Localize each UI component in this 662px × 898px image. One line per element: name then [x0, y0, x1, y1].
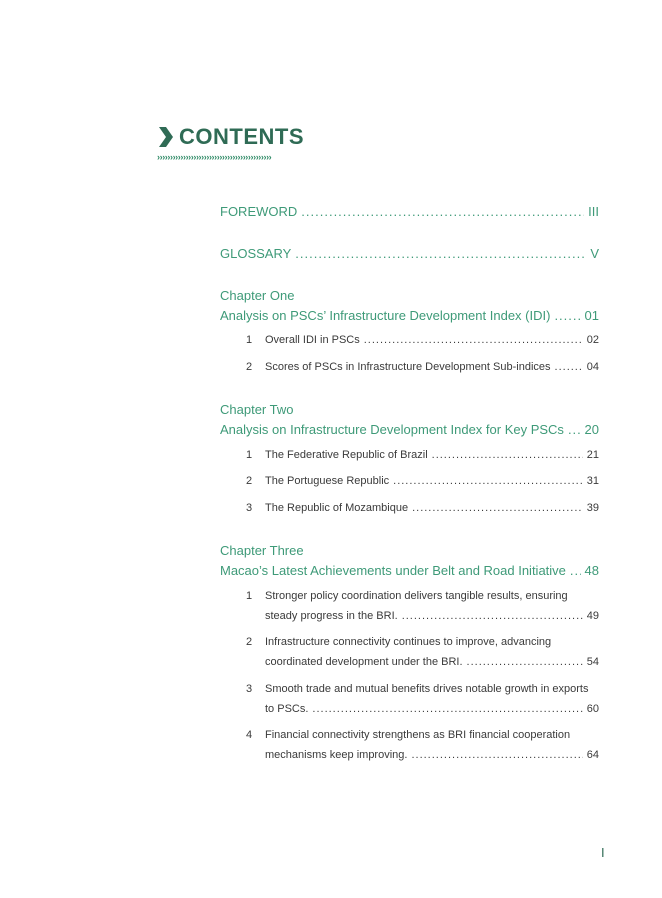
leader-dots [312, 703, 582, 715]
chevron-right-icon [157, 125, 175, 149]
toc-subentry-number: 2 [246, 361, 253, 373]
chapter-label: Chapter One [220, 288, 295, 303]
toc-subentry-page: 21 [586, 449, 599, 461]
leader-dots [467, 656, 583, 668]
toc-subentry-page: 54 [586, 656, 599, 668]
toc-subentry[interactable] [246, 475, 599, 487]
toc-entry-page: 20 [584, 422, 599, 437]
chapter-label: Chapter Three [220, 543, 304, 558]
toc-entry-page: 48 [584, 563, 599, 578]
leader-dots [554, 308, 580, 323]
toc-subentry-number: 3 [246, 502, 253, 514]
toc-subentry[interactable] [246, 361, 599, 373]
page-title: CONTENTS [179, 124, 304, 149]
leader-dots [411, 749, 582, 761]
toc-subentry-title: The Portuguese Republic [265, 475, 390, 487]
toc-entry-title: Analysis on Infrastructure Development Index for Key PSCs [220, 422, 564, 437]
toc-subentry[interactable] [246, 502, 599, 514]
leader-dots [412, 502, 583, 514]
toc-entry-page: V [590, 246, 599, 261]
toc-subentry-title: The Federative Republic of Brazil [265, 449, 428, 461]
toc-subentry-page: 02 [586, 334, 599, 346]
toc-subentry-page: 39 [586, 502, 599, 514]
toc-subentry-title-line2: steady progress in the BRI. [265, 610, 398, 622]
toc-subentry-title-line1: Smooth trade and mutual benefits drives notable growth in exports [265, 683, 589, 695]
chapter-label: Chapter Two [220, 402, 294, 417]
toc-entry-title: GLOSSARY [220, 246, 292, 261]
leader-dots [568, 422, 581, 437]
toc-subentry-title-line1: Financial connectivity strengthens as BRI financial cooperation [265, 729, 571, 741]
toc-subentry-title: The Republic of Mozambique [265, 502, 409, 514]
toc-subentry-title: Overall IDI in PSCs [265, 334, 360, 346]
leader-dots [402, 610, 583, 622]
toc-entry-chapter[interactable] [220, 563, 599, 578]
toc-entry-foreword[interactable] [220, 204, 599, 219]
toc-subentry-title-line2: coordinated development under the BRI. [265, 656, 463, 668]
leader-dots [364, 334, 583, 346]
toc-subentry-title-line1: Stronger policy coordination delivers tangible results, ensuring [265, 590, 568, 602]
page-number: I [601, 845, 605, 860]
leader-dots [555, 361, 583, 373]
toc-subentry-number: 2 [246, 636, 253, 648]
toc-entry-title: FOREWORD [220, 204, 298, 219]
toc-subentry-number: 1 [246, 449, 253, 461]
leader-dots [301, 204, 584, 219]
toc-subentry-number: 3 [246, 683, 253, 695]
toc-subentry-title-line1: Infrastructure connectivity continues to improve, advancing [265, 636, 552, 648]
toc-subentry-page: 31 [586, 475, 599, 487]
leader-dots [570, 563, 581, 578]
toc-entry-chapter[interactable] [220, 308, 599, 323]
toc-subentry-page: 49 [586, 610, 599, 622]
toc-subentry-number: 2 [246, 475, 253, 487]
toc-entry-chapter[interactable] [220, 422, 599, 437]
toc-entry-page: III [588, 204, 599, 219]
heading-divider: ›››››››››››››››››››››››››››››››››››››››››››› [157, 152, 272, 162]
toc-subentry-title-line2: to PSCs. [265, 703, 309, 715]
toc-subentry-page: 04 [586, 361, 599, 373]
leader-dots [432, 449, 583, 461]
toc-entry-title: Macao’s Latest Achievements under Belt and Road Initiative [220, 563, 566, 578]
contents-heading [157, 122, 304, 152]
toc-entry-page: 01 [584, 308, 599, 323]
toc-subentry-title-line2: mechanisms keep improving. [265, 749, 408, 761]
toc-subentry-number: 1 [246, 334, 253, 346]
toc-subentry-title: Scores of PSCs in Infrastructure Development Sub-indices [265, 361, 551, 373]
toc-subentry-page: 60 [586, 703, 599, 715]
toc-entry-title: Analysis on PSCs’ Infrastructure Development Index (IDI) [220, 308, 551, 323]
toc-subentry[interactable] [246, 334, 599, 346]
leader-dots [295, 246, 586, 261]
leader-dots [393, 475, 583, 487]
toc-subentry-number: 1 [246, 590, 253, 602]
toc-subentry[interactable] [246, 449, 599, 461]
toc-subentry-number: 4 [246, 729, 253, 741]
toc-entry-glossary[interactable] [220, 246, 599, 261]
toc-subentry-page: 64 [586, 749, 599, 761]
